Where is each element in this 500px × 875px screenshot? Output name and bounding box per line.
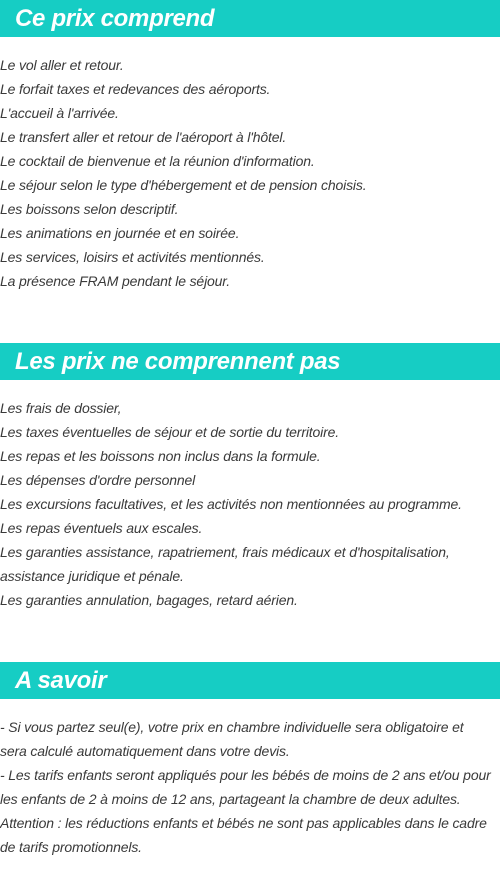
section-title: Les prix ne comprennent pas — [15, 347, 341, 375]
included-item: Le cocktail de bienvenue et la réunion d'information. — [0, 153, 315, 169]
included-item: Le transfert aller et retour de l'aéroport à l'hôtel. — [0, 129, 287, 145]
not-included-item: assistance juridique et pénale. — [0, 568, 184, 584]
included-item: Le forfait taxes et redevances des aéroports. — [0, 81, 271, 97]
section-header-included — [0, 0, 500, 37]
included-item: Le séjour selon le type d'hébergement et de pension choisis. — [0, 177, 367, 193]
to-know-text — [0, 715, 500, 859]
not-included-item: Les frais de dossier, — [0, 400, 122, 416]
included-item: Le vol aller et retour. — [0, 57, 124, 73]
included-item: Les services, loisirs et activités mentionnés. — [0, 249, 265, 265]
included-item: Les animations en journée et en soirée. — [0, 225, 240, 241]
not-included-item: Les garanties annulation, bagages, retard aérien. — [0, 592, 298, 608]
to-know-line: - Si vous partez seul(e), votre prix en chambre individuelle sera obligatoire et — [0, 719, 464, 735]
section-title: A savoir — [15, 666, 107, 694]
to-know-line: sera calculé automatiquement dans votre devis. — [0, 743, 290, 759]
included-item: Les boissons selon descriptif. — [0, 201, 179, 217]
not-included-item: Les dépenses d'ordre personnel — [0, 472, 196, 488]
not-included-item: Les repas éventuels aux escales. — [0, 520, 203, 536]
section-title: Ce prix comprend — [15, 4, 215, 32]
included-list — [0, 53, 500, 293]
included-item: La présence FRAM pendant le séjour. — [0, 273, 231, 289]
to-know-line: les enfants de 2 à moins de 12 ans, partageant la chambre de deux adultes. — [0, 791, 461, 807]
to-know-line: de tarifs promotionnels. — [0, 839, 142, 855]
not-included-item: Les repas et les boissons non inclus dans la formule. — [0, 448, 321, 464]
included-item: L'accueil à l'arrivée. — [0, 105, 119, 121]
not-included-item: Les excursions facultatives, et les activités non mentionnées au programme. — [0, 496, 462, 512]
section-header-to-know — [0, 662, 500, 699]
not-included-list — [0, 396, 500, 612]
not-included-item: Les taxes éventuelles de séjour et de sortie du territoire. — [0, 424, 340, 440]
not-included-item: Les garanties assistance, rapatriement, frais médicaux et d'hospitalisation, — [0, 544, 450, 560]
to-know-line: Attention : les réductions enfants et bébés ne sont pas applicables dans le cadre — [0, 815, 487, 831]
section-header-not-included — [0, 343, 500, 380]
to-know-line: - Les tarifs enfants seront appliqués pour les bébés de moins de 2 ans et/ou pour — [0, 767, 491, 783]
